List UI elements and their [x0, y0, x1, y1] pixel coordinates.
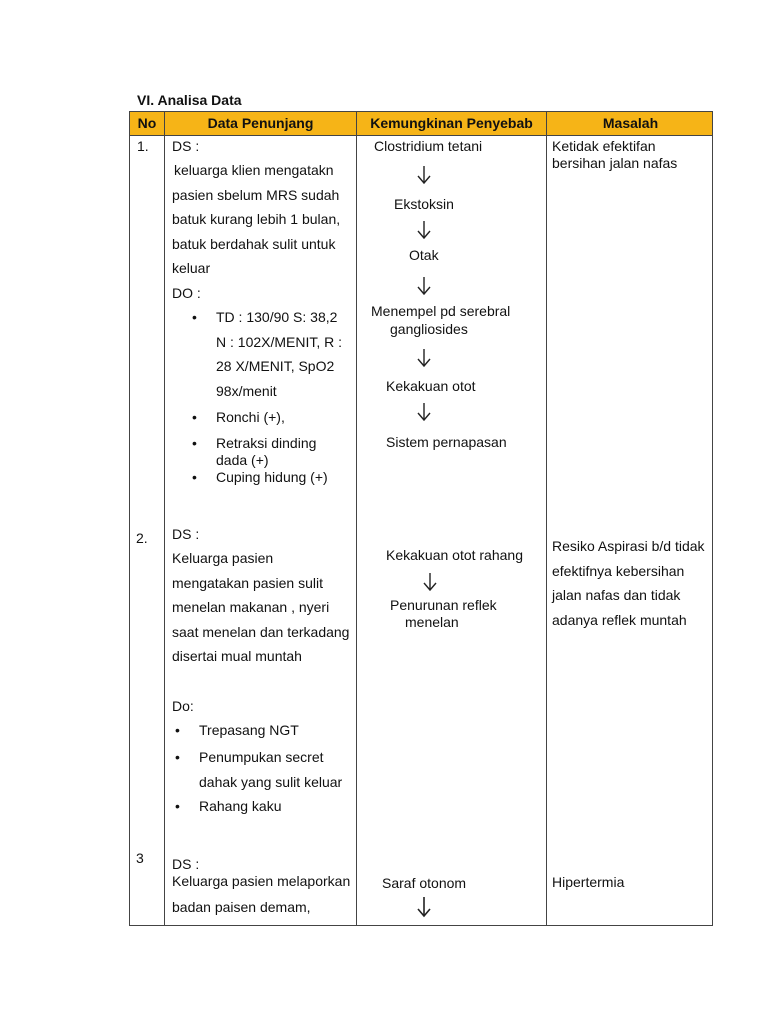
do-line: dahak yang sulit keluar: [199, 774, 343, 790]
down-arrow-icon: [417, 165, 431, 185]
ds-line: keluarga klien mengatakn: [174, 162, 334, 178]
do-label: Do:: [172, 698, 194, 714]
ds-label: DS :: [172, 856, 200, 872]
cause-step: menelan: [405, 614, 459, 630]
cause-step: Penurunan reflek: [390, 597, 497, 613]
down-arrow-icon: [417, 402, 431, 422]
section-title: VI. Analisa Data: [137, 92, 242, 108]
down-arrow-icon: [417, 276, 431, 296]
cause-step: Otak: [409, 247, 439, 263]
header-data: Data Penunjang: [207, 115, 314, 131]
column-divider: [546, 112, 547, 925]
do-line: N : 102X/MENIT, R :: [216, 334, 343, 350]
down-arrow-icon: [417, 220, 431, 240]
down-arrow-icon: [417, 348, 431, 368]
header-problem: Masalah: [602, 115, 659, 131]
analysis-table: [129, 111, 713, 926]
ds-line: pasien sbelum MRS sudah: [172, 187, 340, 203]
ds-line: menelan makanan , nyeri: [172, 599, 330, 615]
cause-step: Kekakuan otot: [386, 378, 476, 394]
cause-step: Kekakuan otot rahang: [386, 547, 523, 563]
ds-line: batuk kurang lebih 1 bulan,: [172, 211, 341, 227]
do-list-item: • Penumpukan secret: [199, 745, 324, 770]
down-arrow-icon: [417, 896, 431, 918]
cause-step: Saraf otonom: [382, 875, 467, 891]
cause-step: Ekstoksin: [394, 196, 454, 212]
ds-line: mengatakan pasien sulit: [172, 575, 323, 591]
cause-step: Menempel pd serebral: [371, 303, 511, 319]
row-number: 2.: [136, 530, 148, 546]
ds-label: DS :: [172, 526, 200, 542]
problem-line: jalan nafas dan tidak: [552, 587, 681, 603]
problem-line: adanya reflek muntah: [552, 612, 687, 628]
down-arrow-icon: [423, 572, 437, 592]
cause-step: Sistem pernapasan: [386, 434, 507, 450]
ds-line: batuk berdahak sulit untuk: [172, 236, 336, 252]
ds-line: keluar: [172, 260, 211, 276]
problem-line: Resiko Aspirasi b/d tidak: [552, 538, 705, 554]
do-list-item: • Cuping hidung (+): [216, 469, 328, 486]
problem-line: Ketidak efektifan: [552, 138, 656, 154]
ds-line: saat menelan dan terkadang: [172, 624, 350, 640]
do-line: 28 X/MENIT, SpO2: [216, 358, 335, 374]
do-list-item: • Rahang kaku: [199, 794, 282, 819]
column-divider: [356, 112, 357, 925]
header-cause: Kemungkinan Penyebab: [370, 115, 533, 131]
ds-line: disertai mual muntah: [172, 648, 302, 664]
do-line: 98x/menit: [216, 383, 277, 399]
cause-step: Clostridium tetani: [374, 138, 483, 154]
ds-label: DS :: [172, 138, 200, 154]
ds-line: badan paisen demam,: [172, 899, 311, 915]
row-number: 3: [136, 850, 144, 866]
problem-line: efektifnya kebersihan: [552, 563, 685, 579]
ds-line: Keluarga pasien melaporkan: [172, 873, 351, 889]
cause-step: gangliosides: [390, 321, 468, 337]
ds-line: Keluarga pasien: [172, 550, 274, 566]
row-number: 1.: [137, 138, 149, 154]
problem-line: Hipertermia: [552, 874, 625, 890]
do-label: DO :: [172, 285, 201, 301]
do-line: dada (+): [216, 452, 269, 468]
column-divider: [164, 112, 165, 925]
header-no: No: [137, 115, 157, 131]
do-list-item: • TD : 130/90 S: 38,2: [216, 305, 337, 330]
do-list-item: • Ronchi (+),: [216, 405, 285, 430]
do-list-item: • Retraksi dinding: [216, 435, 316, 452]
problem-line: bersihan jalan nafas: [552, 155, 678, 171]
do-list-item: • Trepasang NGT: [199, 718, 299, 743]
